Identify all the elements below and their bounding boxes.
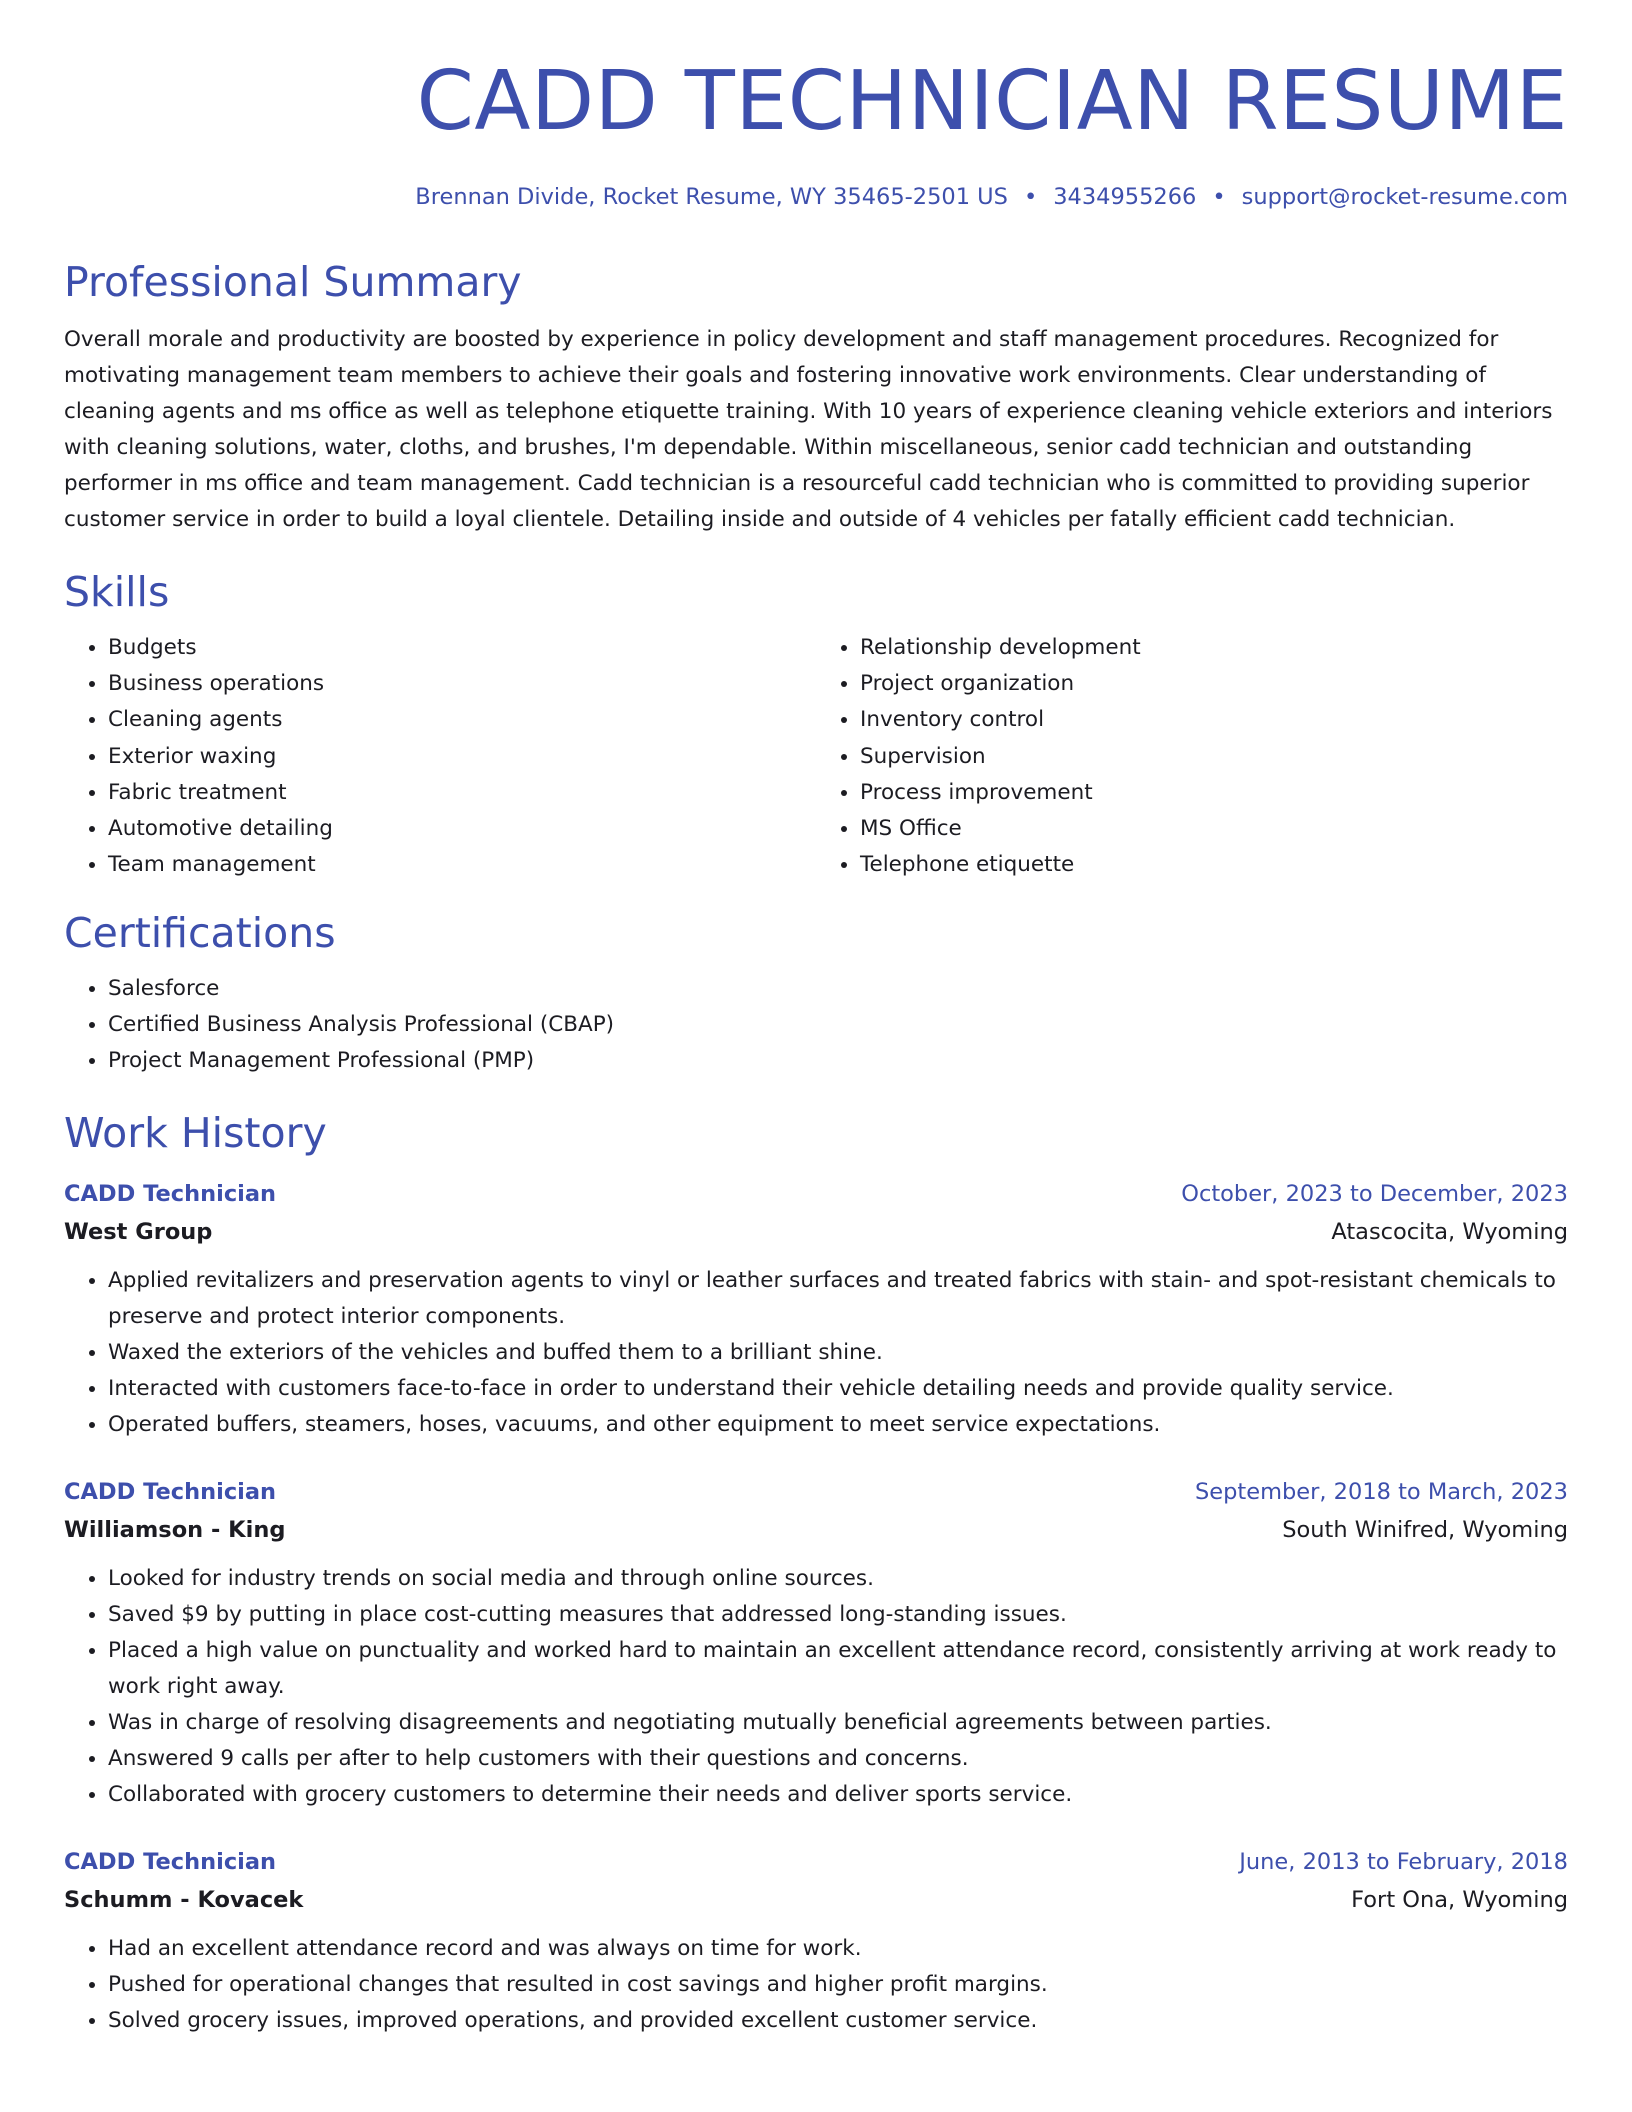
skill-item: • Cleaning agents xyxy=(108,702,816,738)
job-bullet-list xyxy=(64,1263,1568,1443)
summary-text: Overall morale and productivity are boosted by experience in policy development and staff management procedures. Recognized for motivating management team members to achieve their goals and fostering innovative work environments. Clear understanding of cleaning agents and ms office as well as telephone etiquette training. With 10 years of experience cleaning vehicle exteriors and interiors with cleaning solutions, water, cloths, and brushes, I'm dependable. Within miscellaneous, senior cadd technician and outstanding performer in ms office and team management. Cadd technician is a resourceful cadd technician who is committed to providing superior customer service in order to build a loyal clientele. Detailing inside and outside of 4 vehicles per fatally efficient cadd technician. xyxy=(64,327,1553,532)
job-bullet-list xyxy=(64,1561,1568,1813)
skills-column-left xyxy=(64,630,816,883)
job-bullet: • Looked for industry trends on social media and through online sources. xyxy=(108,1561,1568,1597)
job-entry xyxy=(64,1843,1568,2039)
job-bullet: • Had an excellent attendance record and was always on time for work. xyxy=(108,1931,1568,1967)
job-entry xyxy=(64,1473,1568,1813)
certification-item: • Salesforce xyxy=(108,971,1568,1007)
resume-page xyxy=(64,0,1568,2039)
skills-grid xyxy=(64,630,1568,883)
job-bullet-list xyxy=(64,1931,1568,2039)
job-company-row xyxy=(64,1511,1568,1549)
contact-separator: • xyxy=(1212,184,1226,210)
certification-item: • Certified Business Analysis Professional (CBAP) xyxy=(108,1007,1568,1043)
contact-email: support@rocket-resume.com xyxy=(1241,184,1568,210)
certifications-heading: Certifications xyxy=(64,909,336,958)
summary-heading: Professional Summary xyxy=(64,258,522,306)
job-bullet: • Pushed for operational changes that resulted in cost savings and higher profit margins. xyxy=(108,1967,1568,2003)
job-company-row xyxy=(64,1881,1568,1919)
skill-item: • Relationship development xyxy=(860,630,1568,666)
contact-address: Brennan Divide, Rocket Resume, WY 35465-2501 US xyxy=(415,184,1008,210)
job-dates: October, 2023 to December, 2023 xyxy=(1181,1181,1568,1208)
job-bullet: • Collaborated with grocery customers to determine their needs and deliver sports service. xyxy=(108,1777,1568,1813)
job-dates: June, 2013 to February, 2018 xyxy=(1239,1849,1568,1876)
job-bullet: • Applied revitalizers and preservation agents to vinyl or leather surfaces and treated fabrics with stain- and spot-resistant chemicals to preserve and protect interior components. xyxy=(108,1263,1568,1335)
job-bullet: • Waxed the exteriors of the vehicles and buffed them to a brilliant shine. xyxy=(108,1335,1568,1371)
job-location: Fort Ona, Wyoming xyxy=(1351,1887,1568,1914)
contact-separator: • xyxy=(1023,184,1038,210)
skill-item: • Exterior waxing xyxy=(108,739,816,775)
work-history-heading: Work History xyxy=(64,1109,327,1158)
job-location: South Winifred, Wyoming xyxy=(1282,1517,1568,1544)
skill-item: • Telephone etiquette xyxy=(860,847,1568,883)
skill-item: • MS Office xyxy=(860,811,1568,847)
job-bullet: • Solved grocery issues, improved operations, and provided excellent customer service. xyxy=(108,2003,1568,2039)
job-company-row xyxy=(64,1213,1568,1251)
job-company: Williamson - King xyxy=(64,1517,286,1544)
job-title: CADD Technician xyxy=(64,1479,277,1506)
job-header-row xyxy=(64,1473,1568,1511)
resume-title: CADD TECHNICIAN RESUME xyxy=(416,54,1568,149)
skill-item: • Project organization xyxy=(860,666,1568,702)
skills-heading: Skills xyxy=(64,568,170,616)
skill-item: • Process improvement xyxy=(860,775,1568,811)
certifications-list xyxy=(64,971,1568,1079)
job-company: Schumm - Kovacek xyxy=(64,1887,304,1914)
job-bullet: • Placed a high value on punctuality and worked hard to maintain an excellent attendance record, consistently arriving at work ready to work right away. xyxy=(108,1633,1568,1705)
skill-item: • Business operations xyxy=(108,666,816,702)
job-bullet: • Was in charge of resolving disagreements and negotiating mutually beneficial agreements between parties. xyxy=(108,1705,1568,1741)
job-title: CADD Technician xyxy=(64,1849,277,1876)
job-dates: September, 2018 to March, 2023 xyxy=(1195,1479,1568,1506)
job-bullet: • Answered 9 calls per after to help customers with their questions and concerns. xyxy=(108,1741,1568,1777)
job-entry xyxy=(64,1175,1568,1443)
contact-phone: 3434955266 xyxy=(1053,184,1197,210)
job-location: Atascocita, Wyoming xyxy=(1331,1219,1568,1246)
job-company: West Group xyxy=(64,1219,213,1246)
skill-item: • Fabric treatment xyxy=(108,775,816,811)
job-bullet: • Interacted with customers face-to-face in order to understand their vehicle detailing needs and provide quality service. xyxy=(108,1371,1568,1407)
job-header-row xyxy=(64,1175,1568,1213)
skill-item: • Inventory control xyxy=(860,702,1568,738)
skill-item: • Supervision xyxy=(860,739,1568,775)
certification-item: • Project Management Professional (PMP) xyxy=(108,1043,1568,1079)
job-bullet: • Saved $9 by putting in place cost-cutting measures that addressed long-standing issues. xyxy=(108,1597,1568,1633)
skill-item: • Team management xyxy=(108,847,816,883)
job-bullet: • Operated buffers, steamers, hoses, vacuums, and other equipment to meet service expectations. xyxy=(108,1407,1568,1443)
skills-column-right xyxy=(816,630,1568,883)
skill-item: • Automotive detailing xyxy=(108,811,816,847)
job-header-row xyxy=(64,1843,1568,1881)
contact-line xyxy=(64,180,1568,214)
skill-item: • Budgets xyxy=(108,630,816,666)
job-title: CADD Technician xyxy=(64,1181,277,1208)
